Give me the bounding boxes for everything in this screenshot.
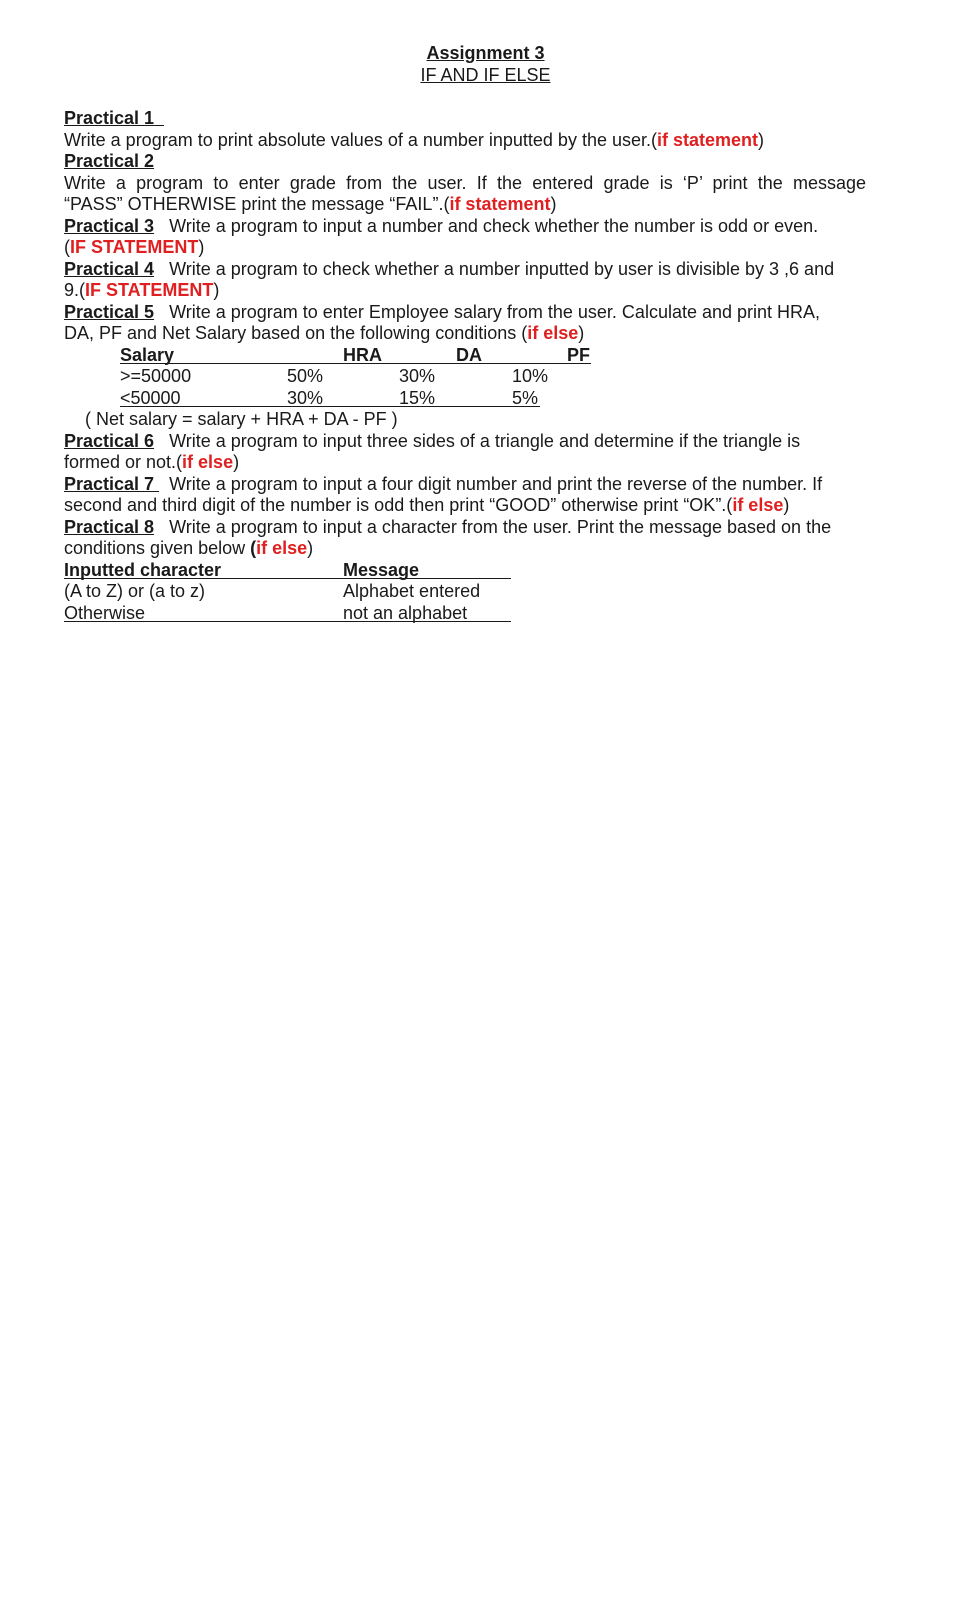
practical-2-label: Practical 2 xyxy=(64,151,155,171)
hra-cell: 50% xyxy=(287,366,324,386)
practical-3-line2: (IF STATEMENT) xyxy=(64,237,205,257)
assignment-title: Assignment 3 xyxy=(426,43,545,63)
assignment-subtitle: IF AND IF ELSE xyxy=(420,65,551,85)
message-cell: Alphabet entered xyxy=(343,581,481,601)
table-header-rule xyxy=(120,363,591,364)
practical-8-line1: Practical 8 Write a program to input a character from the user. Print the message based on the xyxy=(64,517,832,537)
character-cell: (A to Z) or (a to z) xyxy=(64,581,206,601)
character-cell: Otherwise xyxy=(64,603,146,623)
tag-if-else: if else xyxy=(527,323,579,343)
da-cell: 30% xyxy=(399,366,436,386)
practical-7-line2: second and third digit of the number is odd then print “GOOD” otherwise print “OK”.(if else) xyxy=(64,495,790,515)
hra-cell: 30% xyxy=(287,388,324,408)
salary-cell: >=50000 xyxy=(120,366,192,386)
practical-5-line2: DA, PF and Net Salary based on the following conditions (if else) xyxy=(64,323,585,343)
practical-4-line2: 9.(IF STATEMENT) xyxy=(64,280,220,300)
inputted-character-header: Inputted character xyxy=(64,560,222,580)
tag-if-statement-caps: IF STATEMENT xyxy=(85,280,214,300)
practical-1-text: Write a program to print absolute values of a number inputted by the user.(if statement) xyxy=(64,130,765,150)
table-bottom-rule xyxy=(64,621,511,622)
practical-5-line1: Practical 5 Write a program to enter Employee salary from the user. Calculate and print HRA, xyxy=(64,302,821,322)
practical-2-line1: Write a program to enter grade from the user. If the entered grade is ‘P’ print the message xyxy=(64,173,866,193)
tag-if-else: if else xyxy=(732,495,784,515)
practical-1-label xyxy=(64,107,164,129)
salary-cell: <50000 xyxy=(120,388,181,408)
tag-if-statement: if statement xyxy=(449,194,551,214)
da-header: DA xyxy=(456,345,482,365)
net-salary-note: ( Net salary = salary + HRA + DA - PF ) xyxy=(85,409,398,429)
practical-2-line2: “PASS” OTHERWISE print the message “FAIL”.(if statement) xyxy=(64,194,557,214)
da-cell: 15% xyxy=(399,388,436,408)
salary-header: Salary xyxy=(120,345,175,365)
practical-label: Practical 1 xyxy=(64,108,155,128)
hra-header: HRA xyxy=(343,345,382,365)
table-header-rule xyxy=(64,578,511,579)
pf-header: PF xyxy=(567,345,591,365)
practical-6-line1: Practical 6 Write a program to input three sides of a triangle and determine if the triangle is xyxy=(64,431,801,451)
practical-4-line1: Practical 4 Write a program to check whether a number inputted by user is divisible by 3 ,6 and xyxy=(64,259,835,279)
tag-if-statement-caps: IF STATEMENT xyxy=(70,237,199,257)
tag-if-else: if else xyxy=(182,452,234,472)
message-cell: not an alphabet xyxy=(343,603,468,623)
tag-if-else: if else xyxy=(256,538,308,558)
practical-8-line2: conditions given below (if else) xyxy=(64,538,314,558)
pf-cell: 5% xyxy=(512,388,539,408)
table-bottom-rule xyxy=(120,406,540,407)
message-header: Message xyxy=(343,560,420,580)
pf-cell: 10% xyxy=(512,366,549,386)
practical-7-line1: Practical 7 Write a program to input a four digit number and print the reverse of the number. If xyxy=(64,474,823,494)
practical-3-line1: Practical 3 Write a program to input a number and check whether the number is odd or even. xyxy=(64,216,819,236)
practical-6-line2: formed or not.(if else) xyxy=(64,452,240,472)
tag-if-statement: if statement xyxy=(657,130,759,150)
